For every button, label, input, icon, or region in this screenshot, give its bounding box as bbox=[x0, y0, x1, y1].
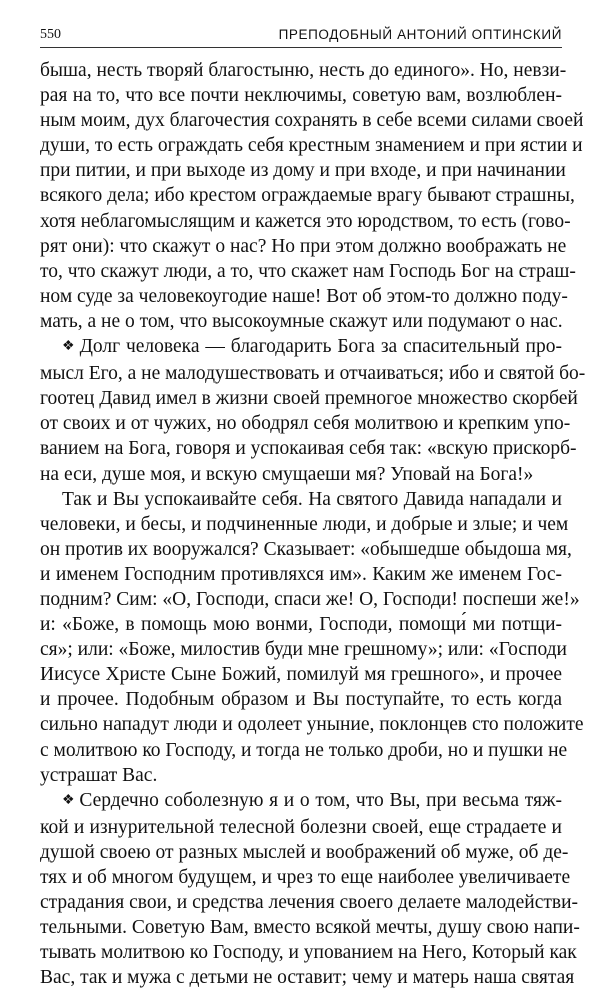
bulleted-paragraph bbox=[40, 334, 586, 487]
line-text: тельными. Советую Вам, вместо всякой мечты, душу свою напи- bbox=[40, 917, 580, 939]
line-text: тывать молитвою ко Господу, и упованием на Него, Который как bbox=[40, 942, 577, 964]
line-text: человеки, и бесы, и подчиненные люди, и добрые и злые; и чем bbox=[40, 513, 569, 535]
text-line bbox=[40, 436, 577, 461]
book-page bbox=[40, 26, 586, 990]
line-text: рят они): что скажут о нас? Но при этом должно воображать не bbox=[40, 235, 567, 257]
text-line bbox=[40, 259, 576, 284]
text-line bbox=[40, 83, 562, 108]
text-line bbox=[40, 487, 562, 512]
running-header bbox=[40, 26, 562, 48]
line-text: мысл Его, а не малодушествовать и отчаиваться; ибо и святой бо- bbox=[40, 363, 586, 385]
fleuron-bullet-icon: ❖ bbox=[62, 339, 76, 355]
body-text bbox=[40, 58, 586, 990]
text-line bbox=[40, 108, 584, 133]
text-line bbox=[40, 512, 569, 537]
text-line bbox=[40, 612, 562, 637]
text-line bbox=[40, 411, 571, 436]
paragraph bbox=[40, 487, 584, 788]
line-text: на еси, душе моя, и вскую смущаеши мя? Уповай на Бога!» bbox=[40, 463, 534, 485]
line-text: тях и об многом будущем, и чрез то еще наиболее увеличиваете bbox=[40, 867, 571, 888]
fleuron-bullet-icon: ❖ bbox=[62, 792, 76, 808]
line-text: мать, а не о том, что высокоумные скажут или подумают о нас. bbox=[40, 310, 563, 332]
text-line bbox=[40, 234, 567, 259]
text-line bbox=[40, 361, 586, 386]
text-line bbox=[40, 462, 562, 487]
line-text: души, то есть ограждать себя крестным знамением и при ястии и bbox=[40, 135, 583, 157]
line-text: с молитвою ко Господу, и тогда не только дроби, но и пушки не bbox=[40, 739, 568, 761]
text-line bbox=[40, 562, 562, 587]
line-text: гоотец Давид имел в жизни своей премногое множество скорбей bbox=[40, 388, 578, 410]
text-line bbox=[40, 183, 575, 208]
text-line bbox=[40, 738, 568, 763]
line-text: и именем Господним противляхся им». Каким же именем Гос- bbox=[40, 563, 562, 585]
line-text: ванием на Бога, говоря и успокаивая себя так: «вскую прискорб- bbox=[40, 438, 577, 460]
text-line bbox=[40, 386, 578, 411]
text-line bbox=[40, 309, 562, 334]
line-text: Иисусе Христе Сыне Божий, помилуй мя грешного», и прочее bbox=[40, 664, 562, 686]
text-line bbox=[40, 815, 562, 840]
text-line bbox=[40, 687, 562, 712]
text-line bbox=[40, 788, 562, 815]
line-text: Сердечно соболезную я и о том, что Вы, при весьма тяж- bbox=[79, 789, 562, 811]
text-line bbox=[40, 284, 568, 309]
line-text: рая на то, что все почти неключимы, советую вам, возлюблен- bbox=[40, 85, 562, 107]
page-number: 550 bbox=[40, 27, 61, 42]
line-text: и прочее. Подобным образом и Вы поступайте, то есть когда bbox=[40, 689, 562, 711]
text-line bbox=[40, 662, 562, 687]
line-text: он против их вооружался? Сказывает: «обышедше обыдоша мя, bbox=[40, 538, 572, 560]
line-text: то, что скажут люди, а то, что скажет нам Господь Бог на страш- bbox=[40, 260, 576, 282]
text-line bbox=[40, 940, 577, 965]
text-line bbox=[40, 158, 566, 183]
text-line bbox=[40, 890, 579, 915]
text-line bbox=[40, 965, 575, 990]
line-text: сильно нападут люди и одолеет уныние, поклонцев сто положите bbox=[40, 714, 584, 736]
line-text: при питии, и при выходе из дому и при входе, и при начинании bbox=[40, 160, 566, 182]
line-text: кой и изнурительной телесной болезни своей, еще страдаете и bbox=[40, 816, 562, 838]
text-line bbox=[40, 712, 584, 737]
line-text: ном суде за человекоугодие наше! Вот об этом-то должно поду- bbox=[40, 285, 568, 307]
line-text: Так и Вы успокаивайте себя. На святого Давида нападали и bbox=[62, 488, 562, 510]
text-line bbox=[40, 763, 562, 788]
text-line bbox=[40, 58, 567, 83]
text-line bbox=[40, 209, 571, 234]
text-line bbox=[40, 133, 583, 158]
line-text: страдания свои, и средства лечения своего делаете малодействи- bbox=[40, 892, 579, 914]
line-text: от своих и от чужих, но ободрял себя молитвою и крепким упо- bbox=[40, 413, 571, 435]
paragraph bbox=[40, 58, 584, 334]
text-line bbox=[40, 915, 580, 940]
line-text: хотя неблагомыслящим и кажется это юродством, то есть (гово- bbox=[40, 210, 571, 232]
text-line bbox=[40, 840, 569, 865]
line-text: подним? Сим: «О, Господи, спаси же! О, Господи! поспеши же!» bbox=[40, 588, 580, 610]
line-text: ным моим, дух благочестия сохранять в себе всеми силами своей bbox=[40, 110, 584, 132]
line-text: всякого дела; ибо крестом ограждаемые врагу бывают страшны, bbox=[40, 185, 575, 207]
line-text: и: «Боже, в помощь мою вонми, Господи, помощи́ ми потщи- bbox=[40, 614, 562, 636]
running-title: ПРЕПОДОБНЫЙ АНТОНИЙ ОПТИНСКИЙ bbox=[278, 27, 562, 42]
text-line bbox=[40, 334, 562, 361]
text-line bbox=[40, 537, 572, 562]
line-text: быша, несть творяй благостыню, несть до единого». Но, невзи- bbox=[40, 60, 567, 81]
line-text: ся»; или: «Боже, милостив буди мне грешному»; или: «Господи bbox=[40, 639, 567, 661]
text-line bbox=[40, 587, 580, 612]
text-line bbox=[40, 637, 567, 662]
bulleted-paragraph bbox=[40, 788, 580, 990]
line-text: душой своею от разных мыслей и воображений об муже, об де- bbox=[40, 841, 569, 863]
line-text: устрашат Вас. bbox=[40, 764, 158, 786]
line-text: Долг человека — благодарить Бога за спасительный про- bbox=[79, 336, 562, 358]
line-text: Вас, так и мужа с детьми не оставит; чему и матерь наша святая bbox=[40, 967, 575, 989]
text-line bbox=[40, 865, 571, 890]
